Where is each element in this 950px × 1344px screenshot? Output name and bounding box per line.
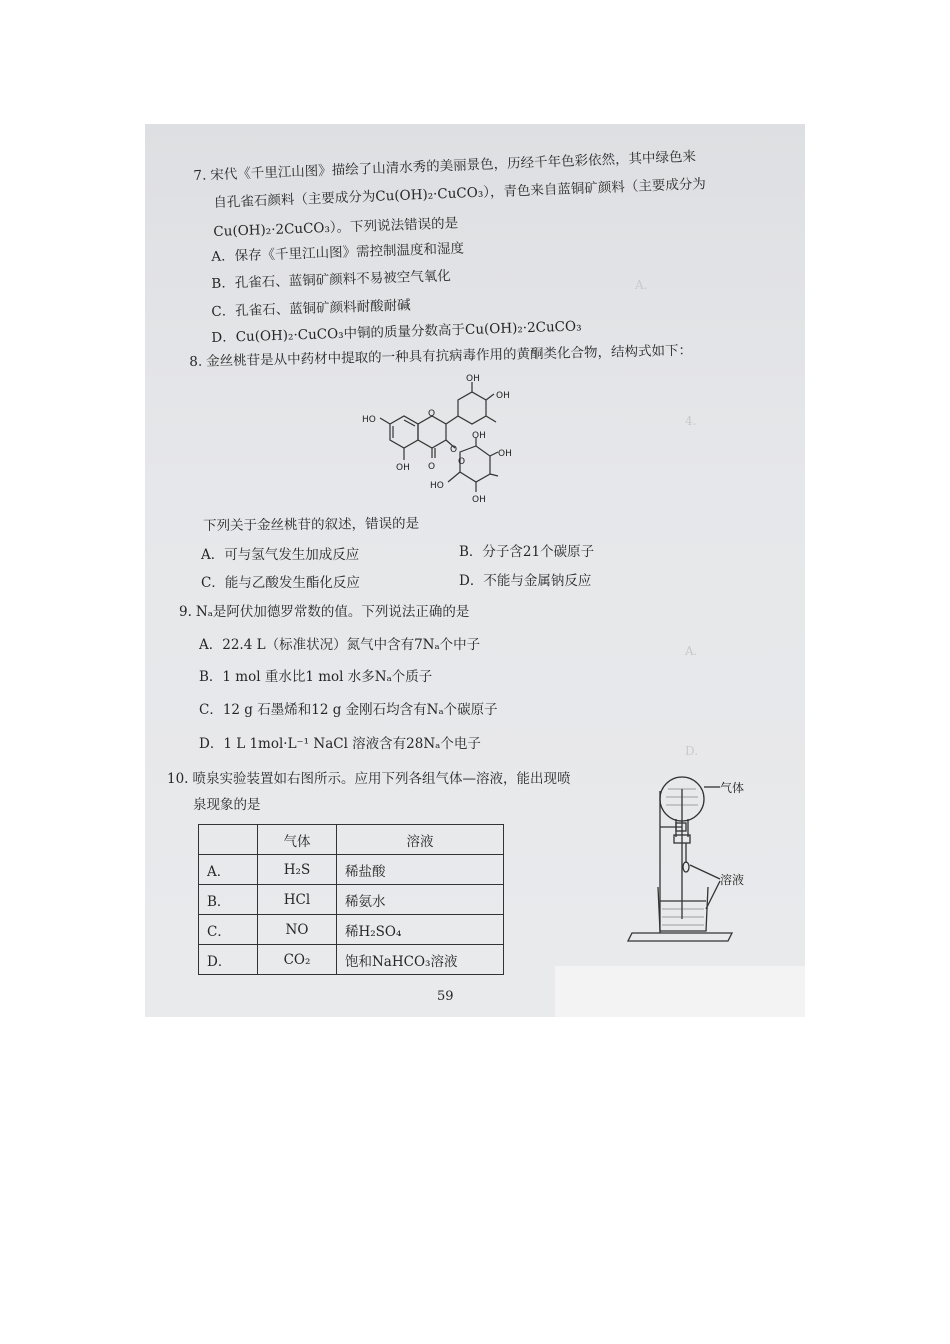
gas-label: 气体: [720, 781, 745, 795]
fountain-apparatus-diagram: [620, 769, 750, 954]
option-d: D．1 L 1mol·L⁻¹ NaCl 溶液含有28Nₐ个电子: [199, 736, 481, 752]
option-c: C．能与乙酸发生酯化反应: [201, 575, 360, 591]
structure-label: OH: [466, 374, 480, 384]
table-cell: B．: [199, 885, 258, 915]
table-row: [199, 915, 504, 945]
option-b: B．分子含21个碳原子: [459, 544, 595, 560]
bleed-through-text: A.: [685, 644, 698, 658]
question-stem: 泉现象的是: [193, 797, 261, 813]
bleed-through-text: 4.: [685, 414, 697, 428]
structure-label: O: [428, 462, 436, 472]
table-cell: HCl: [258, 885, 337, 915]
structure-label: O: [428, 409, 436, 419]
table-row: [199, 945, 504, 975]
question-number: 10.: [167, 771, 189, 787]
structure-label: HO: [362, 415, 376, 425]
structure-label: OH: [496, 391, 510, 401]
option-a: A．22.4 L（标准状况）氮气中含有7Nₐ个中子: [199, 637, 481, 653]
option-b: B．孔雀石、蓝铜矿颜料不易被空气氧化: [211, 268, 451, 292]
table-cell: 稀H₂SO₄: [337, 915, 504, 945]
option-d: D．不能与金属钠反应: [459, 573, 592, 589]
table-header-cell: 气体: [258, 825, 337, 855]
option-c: C．12 g 石墨烯和12 g 金刚石均含有Nₐ个碳原子: [199, 702, 498, 718]
table-row: [199, 885, 504, 915]
table-cell: 稀氨水: [337, 885, 504, 915]
table-header-cell: 溶液: [337, 825, 504, 855]
table-cell: H₂S: [258, 855, 337, 885]
table-cell: 饱和NaHCO₃溶液: [337, 945, 504, 975]
table-header-row: [199, 825, 504, 855]
question-stem: 宋代《千里江山图》描绘了山清水秀的美丽景色，历经千年色彩依然，其中绿色来: [210, 148, 697, 184]
structure-label: OH: [396, 463, 410, 473]
option-d: D．Cu(OH)₂·CuCO₃中铜的质量分数高于Cu(OH)₂·2CuCO₃: [211, 318, 582, 346]
light-glare: [555, 966, 805, 1017]
structure-label: OH: [472, 495, 486, 505]
hyperoside-structure-diagram: [360, 372, 520, 507]
scanned-page-photo: [145, 124, 805, 1017]
table-header-cell: [199, 825, 258, 855]
structure-label: O: [450, 445, 458, 455]
gas-solution-table: [198, 824, 504, 975]
question-number: 9.: [179, 604, 192, 620]
question-number: 7.: [193, 167, 207, 184]
table-row: [199, 855, 504, 885]
question-stem: 金丝桃苷是从中药材中提取的一种具有抗病毒作用的黄酮类化合物，结构式如下：: [205, 342, 693, 370]
question-prompt: 下列关于金丝桃苷的叙述，错误的是: [203, 515, 420, 534]
exam-paper: [145, 124, 805, 1017]
question-stem: 喷泉实验装置如右图所示。应用下列各组气体—溶液，能出现喷: [192, 771, 571, 787]
structure-label: O: [458, 457, 466, 467]
option-b: B．1 mol 重水比1 mol 水多Nₐ个质子: [199, 669, 433, 685]
question-stem: Nₐ是阿伏加德罗常数的值。下列说法正确的是: [195, 604, 470, 620]
bleed-through-text: D.: [685, 744, 699, 758]
structure-label: OH: [472, 431, 486, 441]
structure-label: OH: [498, 449, 512, 459]
page-number: 59: [437, 989, 454, 1004]
table-cell: CO₂: [258, 945, 337, 975]
table-cell: C．: [199, 915, 258, 945]
table-cell: 稀盐酸: [337, 855, 504, 885]
solution-label: 溶液: [720, 873, 745, 887]
option-c: C．孔雀石、蓝铜矿颜料耐酸耐碱: [211, 297, 411, 320]
table-cell: D．: [199, 945, 258, 975]
table-cell: NO: [258, 915, 337, 945]
option-a: A．保存《千里江山图》需控制温度和湿度: [211, 240, 465, 265]
question-stem: Cu(OH)₂·2CuCO₃）。下列说法错误的是: [213, 215, 459, 240]
bleed-through-text: A.: [635, 278, 660, 292]
question-stem: 自孔雀石颜料（主要成分为Cu(OH)₂·CuCO₃），青色来自蓝铜矿颜料（主要成分为: [213, 176, 707, 211]
question-number: 8.: [189, 353, 203, 370]
option-a: A．可与氢气发生加成反应: [201, 547, 360, 563]
structure-label: HO: [430, 481, 444, 491]
table-cell: A．: [199, 855, 258, 885]
